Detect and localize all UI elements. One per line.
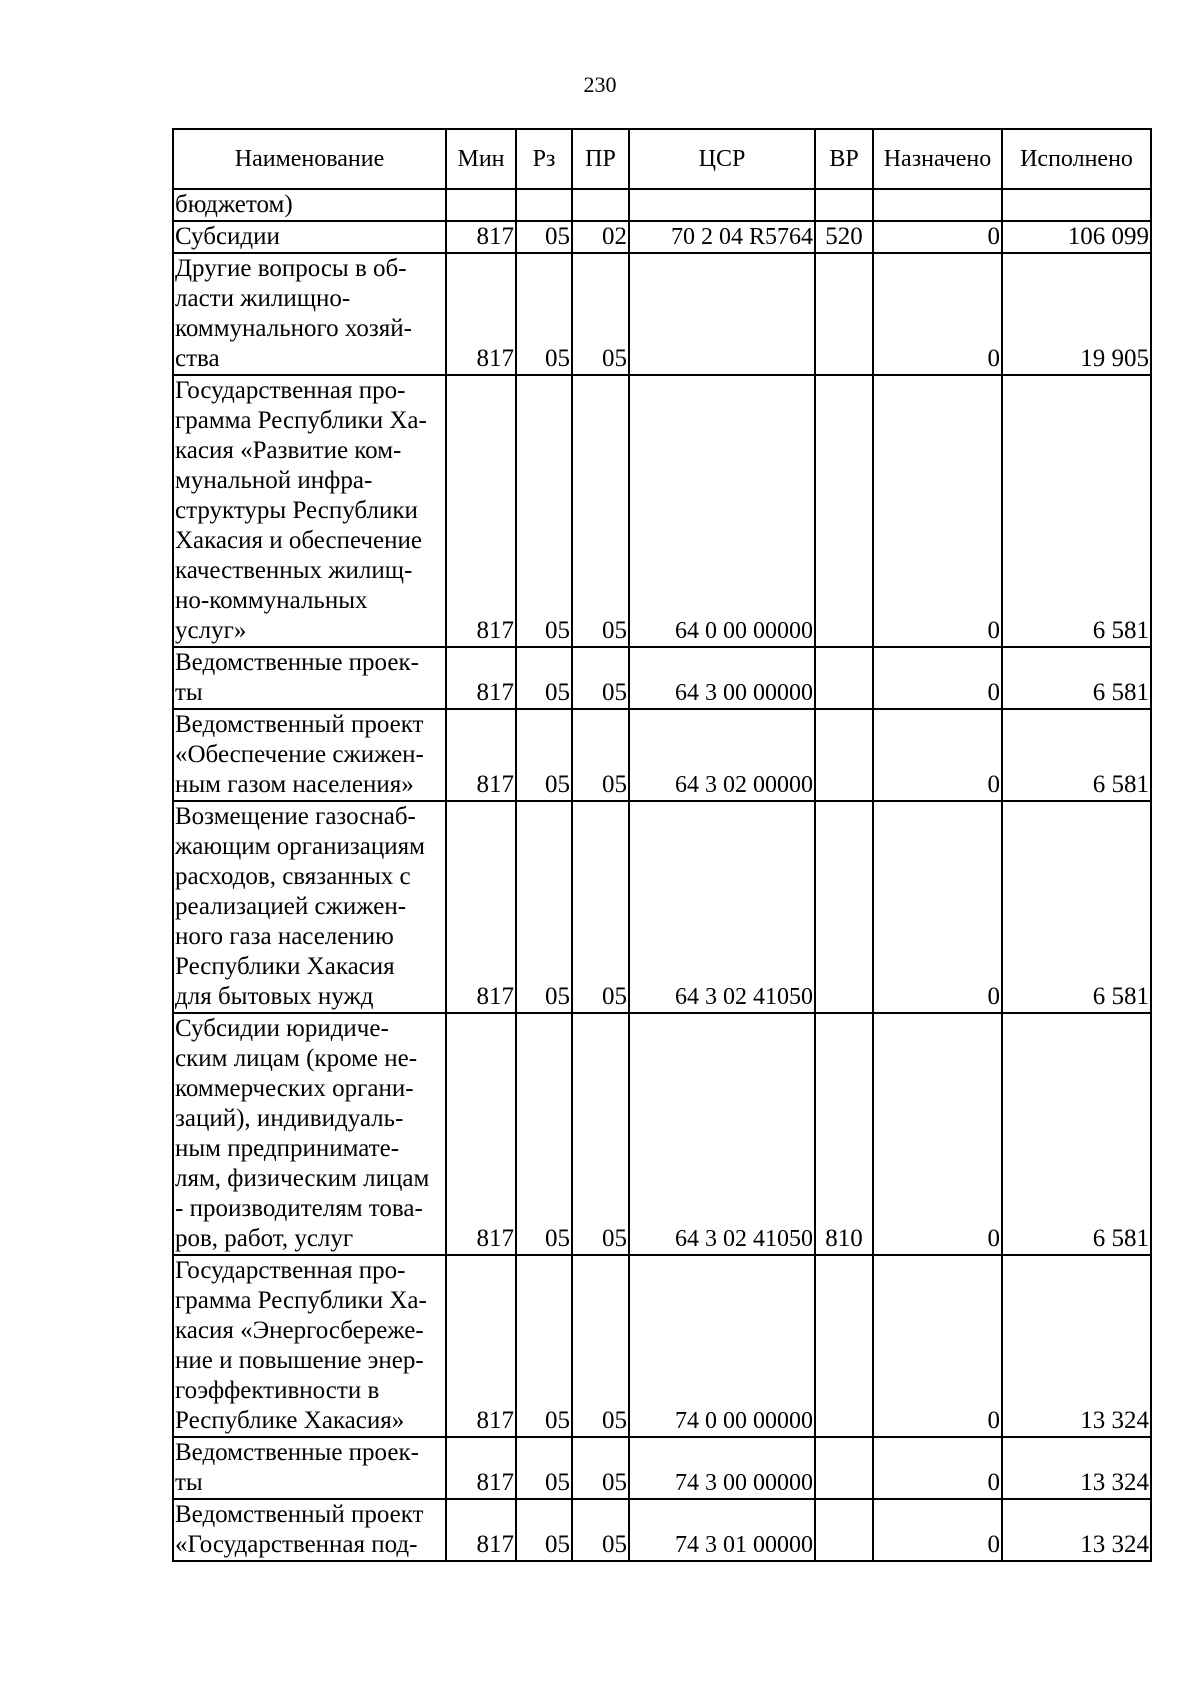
cell-name <box>173 1255 446 1437</box>
name-line: грамма Республики Ха- <box>175 407 427 434</box>
name-line: лям, физическим лицам <box>175 1165 430 1192</box>
table-row <box>173 1255 1151 1437</box>
cell-vr: 520 <box>815 221 873 253</box>
cell-name <box>173 709 446 801</box>
cell-name <box>173 1013 446 1255</box>
cell-csr <box>629 189 815 221</box>
table-row <box>173 375 1151 647</box>
cell-rz: 05 <box>516 801 572 1013</box>
name-line: Хакасия и обеспечение <box>175 527 422 554</box>
name-line: Республики Хакасия <box>175 953 395 980</box>
cell-csr: 64 0 00 00000 <box>629 375 815 647</box>
name-line: для бытовых нужд <box>175 983 374 1010</box>
cell-assigned <box>873 189 1002 221</box>
cell-executed <box>1002 189 1151 221</box>
cell-min: 817 <box>446 375 516 647</box>
cell-rz: 05 <box>516 253 572 375</box>
cell-assigned: 0 <box>873 375 1002 647</box>
name-line: Ведомственный проект <box>175 711 424 738</box>
table-header-row <box>173 129 1151 189</box>
cell-executed: 19 905 <box>1002 253 1151 375</box>
table-row <box>173 189 1151 221</box>
cell-assigned: 0 <box>873 1255 1002 1437</box>
cell-csr <box>629 253 815 375</box>
cell-rz: 05 <box>516 221 572 253</box>
table-row <box>173 709 1151 801</box>
name-line: - производителям това- <box>175 1195 423 1222</box>
header-csr: ЦСР <box>629 129 815 189</box>
name-line: жающим организациям <box>175 833 425 860</box>
name-line: грамма Республики Ха- <box>175 1287 427 1314</box>
cell-csr: 64 3 02 41050 <box>629 1013 815 1255</box>
cell-csr: 70 2 04 R5764 <box>629 221 815 253</box>
cell-vr <box>815 1255 873 1437</box>
name-line: бюджетом) <box>175 191 293 218</box>
name-line: «Обеспечение сжижен- <box>175 741 424 768</box>
cell-pr: 05 <box>572 1499 629 1561</box>
name-line: Ведомственные проек- <box>175 649 419 676</box>
name-line: Государственная про- <box>175 1257 406 1284</box>
table-row <box>173 221 1151 253</box>
name-line: но-коммунальных <box>175 587 368 614</box>
name-line: ласти жилищно- <box>175 285 351 312</box>
name-line: Государственная про- <box>175 377 406 404</box>
cell-rz: 05 <box>516 375 572 647</box>
table-row <box>173 253 1151 375</box>
cell-csr: 64 3 00 00000 <box>629 647 815 709</box>
cell-rz: 05 <box>516 1499 572 1561</box>
cell-min: 817 <box>446 253 516 375</box>
cell-min: 817 <box>446 1437 516 1499</box>
name-line: ским лицам (кроме не- <box>175 1045 418 1072</box>
name-line: ты <box>175 1469 203 1496</box>
cell-name <box>173 1499 446 1561</box>
cell-rz: 05 <box>516 647 572 709</box>
cell-pr <box>572 189 629 221</box>
cell-name <box>173 221 446 253</box>
cell-executed: 6 581 <box>1002 801 1151 1013</box>
page-number: 230 <box>583 72 617 97</box>
cell-vr <box>815 1437 873 1499</box>
cell-pr: 05 <box>572 709 629 801</box>
cell-pr: 05 <box>572 375 629 647</box>
cell-assigned: 0 <box>873 1437 1002 1499</box>
name-line: ным предпринимате- <box>175 1135 400 1162</box>
cell-executed: 13 324 <box>1002 1437 1151 1499</box>
cell-min: 817 <box>446 801 516 1013</box>
cell-executed: 6 581 <box>1002 1013 1151 1255</box>
cell-min: 817 <box>446 221 516 253</box>
cell-pr: 05 <box>572 1255 629 1437</box>
table-body <box>173 189 1151 1561</box>
name-line: ров, работ, услуг <box>175 1225 354 1252</box>
cell-min: 817 <box>446 1499 516 1561</box>
cell-min <box>446 189 516 221</box>
cell-pr: 05 <box>572 1437 629 1499</box>
name-line: касия «Энергосбереже- <box>175 1317 424 1344</box>
cell-pr: 05 <box>572 253 629 375</box>
name-line: ние и повышение энер- <box>175 1347 424 1374</box>
cell-vr <box>815 709 873 801</box>
cell-min: 817 <box>446 1013 516 1255</box>
cell-assigned: 0 <box>873 801 1002 1013</box>
name-line: гоэффективности в <box>175 1377 380 1404</box>
cell-pr: 05 <box>572 801 629 1013</box>
cell-vr <box>815 801 873 1013</box>
cell-name <box>173 1437 446 1499</box>
name-line: Республике Хакасия» <box>175 1407 405 1434</box>
cell-rz: 05 <box>516 1255 572 1437</box>
name-line: ты <box>175 679 203 706</box>
cell-csr: 64 3 02 41050 <box>629 801 815 1013</box>
header-pr: ПР <box>572 129 629 189</box>
name-line: заций), индивидуаль- <box>175 1105 404 1132</box>
cell-csr: 74 0 00 00000 <box>629 1255 815 1437</box>
cell-min: 817 <box>446 709 516 801</box>
header-rz: Рз <box>516 129 572 189</box>
cell-name <box>173 253 446 375</box>
cell-rz: 05 <box>516 709 572 801</box>
cell-assigned: 0 <box>873 1499 1002 1561</box>
cell-name <box>173 647 446 709</box>
name-line: Возмещение газоснаб- <box>175 803 416 830</box>
name-line: коммерческих органи- <box>175 1075 414 1102</box>
table-row <box>173 1437 1151 1499</box>
name-line: структуры Республики <box>175 497 418 524</box>
header-name: Наименование <box>173 129 446 189</box>
cell-vr <box>815 189 873 221</box>
cell-assigned: 0 <box>873 1013 1002 1255</box>
cell-rz: 05 <box>516 1013 572 1255</box>
name-line: ным газом населения» <box>175 771 414 798</box>
cell-executed: 106 099 <box>1002 221 1151 253</box>
header-executed: Исполнено <box>1002 129 1151 189</box>
name-line: ства <box>175 345 220 372</box>
table-row <box>173 1013 1151 1255</box>
name-line: мунальной инфра- <box>175 467 373 494</box>
cell-assigned: 0 <box>873 253 1002 375</box>
name-line: Ведомственный проект <box>175 1501 424 1528</box>
cell-csr: 64 3 02 00000 <box>629 709 815 801</box>
cell-assigned: 0 <box>873 709 1002 801</box>
cell-executed: 13 324 <box>1002 1255 1151 1437</box>
cell-executed: 13 324 <box>1002 1499 1151 1561</box>
cell-name <box>173 189 446 221</box>
cell-assigned: 0 <box>873 647 1002 709</box>
cell-executed: 6 581 <box>1002 709 1151 801</box>
name-line: ного газа населению <box>175 923 394 950</box>
budget-table <box>172 128 1152 1562</box>
cell-name <box>173 801 446 1013</box>
cell-vr <box>815 1499 873 1561</box>
cell-rz: 05 <box>516 1437 572 1499</box>
cell-vr <box>815 253 873 375</box>
cell-pr: 05 <box>572 647 629 709</box>
name-line: Субсидии <box>175 223 280 250</box>
cell-vr: 810 <box>815 1013 873 1255</box>
cell-executed: 6 581 <box>1002 647 1151 709</box>
cell-executed: 6 581 <box>1002 375 1151 647</box>
cell-csr: 74 3 01 00000 <box>629 1499 815 1561</box>
name-line: расходов, связанных с <box>175 863 411 890</box>
table-row <box>173 647 1151 709</box>
name-line: качественных жилищ- <box>175 557 413 584</box>
name-line: Ведомственные проек- <box>175 1439 419 1466</box>
cell-min: 817 <box>446 647 516 709</box>
cell-pr: 05 <box>572 1013 629 1255</box>
name-line: коммунального хозяй- <box>175 315 412 342</box>
name-line: касия «Развитие ком- <box>175 437 402 464</box>
name-line: услуг» <box>175 617 247 644</box>
cell-vr <box>815 375 873 647</box>
cell-pr: 02 <box>572 221 629 253</box>
header-min: Мин <box>446 129 516 189</box>
cell-min: 817 <box>446 1255 516 1437</box>
header-vr: ВР <box>815 129 873 189</box>
name-line: реализацией сжижен- <box>175 893 407 920</box>
name-line: Субсидии юридиче- <box>175 1015 389 1042</box>
table-row <box>173 1499 1151 1561</box>
table-row <box>173 801 1151 1013</box>
name-line: Другие вопросы в об- <box>175 255 407 282</box>
cell-csr: 74 3 00 00000 <box>629 1437 815 1499</box>
header-assigned: Назначено <box>873 129 1002 189</box>
cell-vr <box>815 647 873 709</box>
name-line: «Государственная под- <box>175 1531 418 1558</box>
cell-name <box>173 375 446 647</box>
cell-assigned: 0 <box>873 221 1002 253</box>
cell-rz <box>516 189 572 221</box>
